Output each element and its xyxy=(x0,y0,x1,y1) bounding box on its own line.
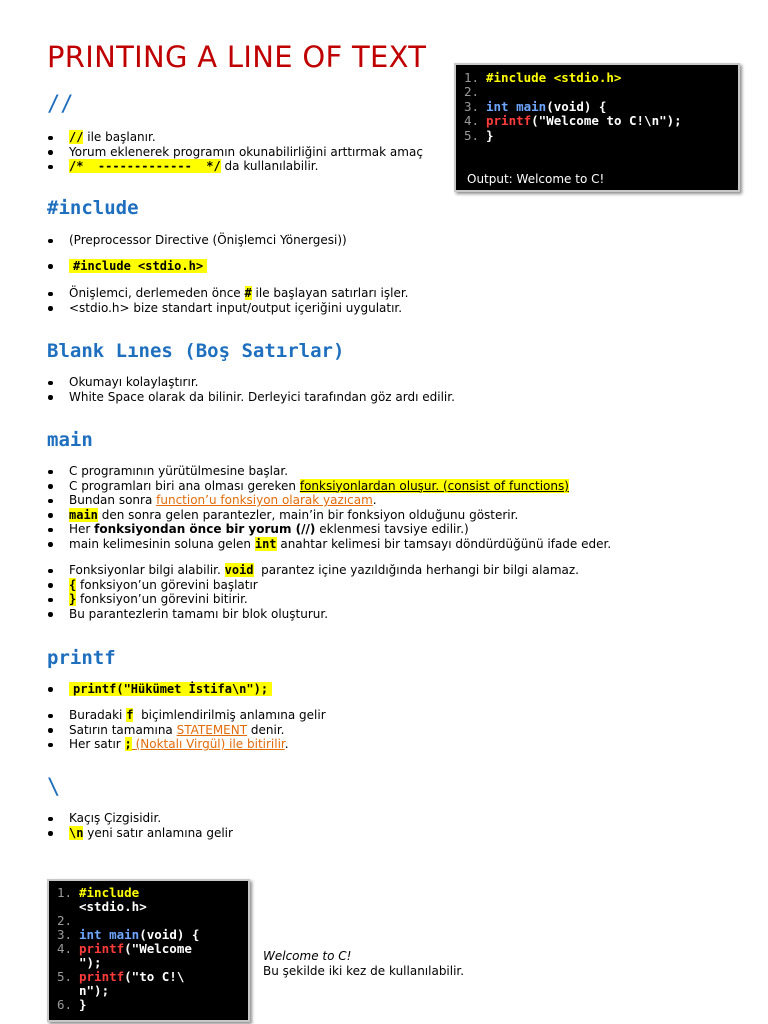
list-item: Fonksiyonlar bilgi alabilir. void parantez içine yazıldığında herhangi bir bilgi alamaz. xyxy=(47,563,579,578)
list-item: C programının yürütülmesine başlar. xyxy=(47,464,611,479)
code-line: 1. #include xyxy=(57,885,140,900)
code-line: 3. int main(void) { xyxy=(57,927,200,942)
side-note-text: Bu şekilde iki kez de kullanılabilir. xyxy=(263,964,465,978)
list-item: Bundan sonra function’u fonksiyon olarak yazıcam. xyxy=(47,493,611,508)
list-item: // ile başlanır. xyxy=(47,130,423,145)
section-heading-main: main xyxy=(47,429,93,451)
code-line: 6. } xyxy=(57,997,87,1012)
include-list-2 xyxy=(47,286,409,315)
code-line: 3. int main(void) { xyxy=(464,98,607,114)
statement-link[interactable]: STATEMENT xyxy=(176,722,248,737)
code-line: 4. printf("Welcome to C!\n"); xyxy=(464,113,682,129)
main-list xyxy=(47,464,611,551)
list-item: /* ------------- */ da kullanılabilir. xyxy=(47,159,423,174)
code-line: 2. xyxy=(57,913,73,928)
list-item: Okumayı kolaylaştırır. xyxy=(47,375,455,390)
side-note xyxy=(263,949,464,979)
list-item: Buradaki f biçimlendirilmiş anlamına gelir xyxy=(47,708,326,723)
code-line: 5. } xyxy=(464,127,494,143)
code-output: Output: Welcome to C! xyxy=(467,171,605,186)
include-code-list xyxy=(47,259,207,273)
list-item: Kaçış Çizgisidir. xyxy=(47,811,233,826)
list-item: { fonksiyon’un görevini başlatır xyxy=(47,578,579,593)
printf-code-list xyxy=(47,682,272,696)
section-heading-printf: printf xyxy=(47,647,116,669)
page-title: PRINTING A LINE OF TEXT xyxy=(47,40,427,74)
escape-list xyxy=(47,811,233,840)
side-note-output: Welcome to C! xyxy=(263,949,352,963)
section-heading-comment: // xyxy=(47,92,74,117)
code-line: 5. printf("to C!\ xyxy=(57,969,185,984)
list-item: Önişlemci, derlemeden önce # ile başlayan satırları işler. xyxy=(47,286,409,301)
list-item: Yorum eklenerek programın okunabilirliğini arttırmak amaç xyxy=(47,145,423,160)
list-item: } fonksiyon’un görevini bitirir. xyxy=(47,592,579,607)
section-heading-blank-lines: Blank Lınes (Boş Satırlar) xyxy=(47,340,345,362)
list-item: \n yeni satır anlamına gelir xyxy=(47,826,233,841)
list-item: main den sonra gelen parantezler, main’in bir fonksiyon olduğunu gösterir. xyxy=(47,508,611,523)
main-list-2 xyxy=(47,563,579,621)
list-item: <stdio.h> bize standart input/output içeriğini uygulatır. xyxy=(47,301,409,316)
list-item: printf("Hükümet İstifa\n"); xyxy=(47,682,272,696)
code-line: 4. printf("Welcome xyxy=(57,941,192,956)
function-link[interactable]: function’u fonksiyon olarak yazıcam xyxy=(156,493,373,507)
code-line: <stdio.h> xyxy=(79,899,147,914)
code-line: "); xyxy=(79,955,102,970)
section-heading-escape: \ xyxy=(47,775,61,800)
code-line: 1. #include <stdio.h> xyxy=(464,70,622,85)
code-example-box xyxy=(454,63,740,192)
code-line: 2. xyxy=(464,84,480,100)
list-item: White Space olarak da bilinir. Derleyici tarafından göz ardı edilir. xyxy=(47,390,455,405)
list-item: Her fonksiyondan önce bir yorum (//) eklenmesi tavsiye edilir.) xyxy=(47,522,611,537)
blank-lines-list xyxy=(47,375,455,404)
code-line: n"); xyxy=(79,983,110,998)
list-item: (Preprocessor Directive (Önişlemci Yönergesi)) xyxy=(47,233,347,248)
semicolon-link[interactable]: (Noktalı Virgül) ile bitirilir xyxy=(131,737,285,751)
printf-list xyxy=(47,708,326,752)
list-item: C programları biri ana olması gereken fonksiyonlardan oluşur. (consist of functions) xyxy=(47,479,611,494)
include-list xyxy=(47,233,347,248)
section-heading-include: #include xyxy=(47,197,139,219)
code-example-box-2 xyxy=(47,879,250,1022)
list-item: Bu parantezlerin tamamı bir blok oluşturur. xyxy=(47,607,579,622)
list-item: #include <stdio.h> xyxy=(47,259,207,273)
comment-list xyxy=(47,130,423,174)
list-item: Satırın tamamına STATEMENT denir. xyxy=(47,723,326,738)
list-item: main kelimesinin soluna gelen int anahtar kelimesi bir tamsayı döndürdüğünü ifade eder. xyxy=(47,537,611,552)
list-item: Her satır ; (Noktalı Virgül) ile bitirilir. xyxy=(47,737,326,752)
